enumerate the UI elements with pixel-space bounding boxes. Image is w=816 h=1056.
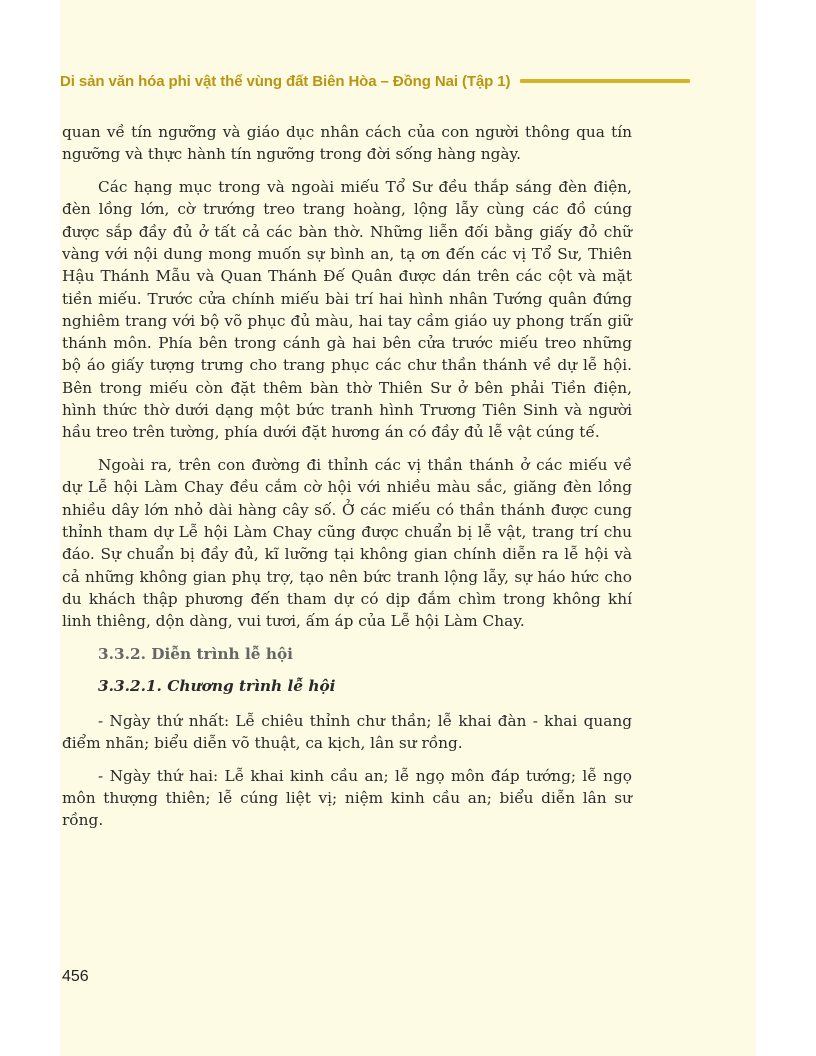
header-title: Di sản văn hóa phi vật thể vùng đất Biên Hòa – Đồng Nai (Tập 1) — [60, 72, 511, 90]
paragraph: Ngoài ra, trên con đường đi thỉnh các vị thần thánh ở các miếu về dự Lễ hội Làm Chay đều cắm cờ hội với nhiều màu sắc, giăng đèn lồng nhiều dây lớn nhỏ dài hàng cây số. Ở các miếu có thần thánh được cung thỉnh tham dự Lễ hội Làm Chay cũng được chuẩn bị lễ vật, trang trí chu đáo. Sự chuẩn bị đầy đủ, kĩ lưỡng tại không gian chính diễn ra lễ hội và cả những không gian phụ trợ, tạo nên bức tranh lộng lẫy, sự háo hức cho du khách thập phương đến tham dự có dịp đắm chìm trong không khí linh thiêng, dộn dàng, vui tươi, ấm áp của Lễ hội Làm Chay. — [62, 456, 632, 631]
body-text — [62, 121, 632, 842]
running-header — [60, 70, 690, 92]
list-item: - Ngày thứ hai: Lễ khai kinh cầu an; lễ ngọ môn đáp tướng; lễ ngọ môn thượng thiên; lễ cúng liệt vị; niệm kinh cầu an; biểu diễn lân sư rồng. — [62, 766, 632, 830]
section-heading: 3.3.2. Diễn trình lễ hội — [98, 645, 293, 664]
paragraph: quan về tín ngưỡng và giáo dục nhân cách của con người thông qua tín ngưỡng và thực hành tín ngưỡng trong đời sống hàng ngày. — [62, 123, 632, 164]
header-rule — [520, 79, 690, 83]
paragraph: Các hạng mục trong và ngoài miếu Tổ Sư đều thắp sáng đèn điện, đèn lồng lớn, cờ trướng treo trang hoàng, lộng lẫy cùng các đồ cúng được sắp đầy đủ ở tất cả các bàn thờ. Những liễn đối bằng giấy đỏ chữ vàng với nội dung mong muốn sự bình an, tạ ơn đến các vị Tổ Sư, Thiên Hậu Thánh Mẫu và Quan Thánh Đế Quân được dán trên các cột và mặt tiền miếu. Trước cửa chính miếu bài trí hai hình nhân Tướng quân đứng nghiêm trang với bộ võ phục đủ màu, hai tay cầm giáo uy phong trấn giữ thánh môn. Phía bên trong cánh gà hai bên cửa trước miếu treo những bộ áo giấy tượng trưng cho trang phục các chư thần thánh về dự lễ hội. Bên trong miếu còn đặt thêm bàn thờ Thiên Sư ở bên phải Tiền điện, hình thức thờ dưới dạng một bức tranh hình Trương Tiên Sinh và người hầu treo trên tường, phía dưới đặt hương án có đầy đủ lễ vật cúng tế. — [62, 178, 632, 442]
page-number: 456 — [62, 968, 89, 985]
list-item: - Ngày thứ nhất: Lễ chiêu thỉnh chư thần; lễ khai đàn - khai quang điểm nhãn; biểu diễn võ thuật, ca kịch, lân sư rồng. — [62, 711, 632, 752]
subsection-heading: 3.3.2.1. Chương trình lễ hội — [98, 677, 336, 696]
